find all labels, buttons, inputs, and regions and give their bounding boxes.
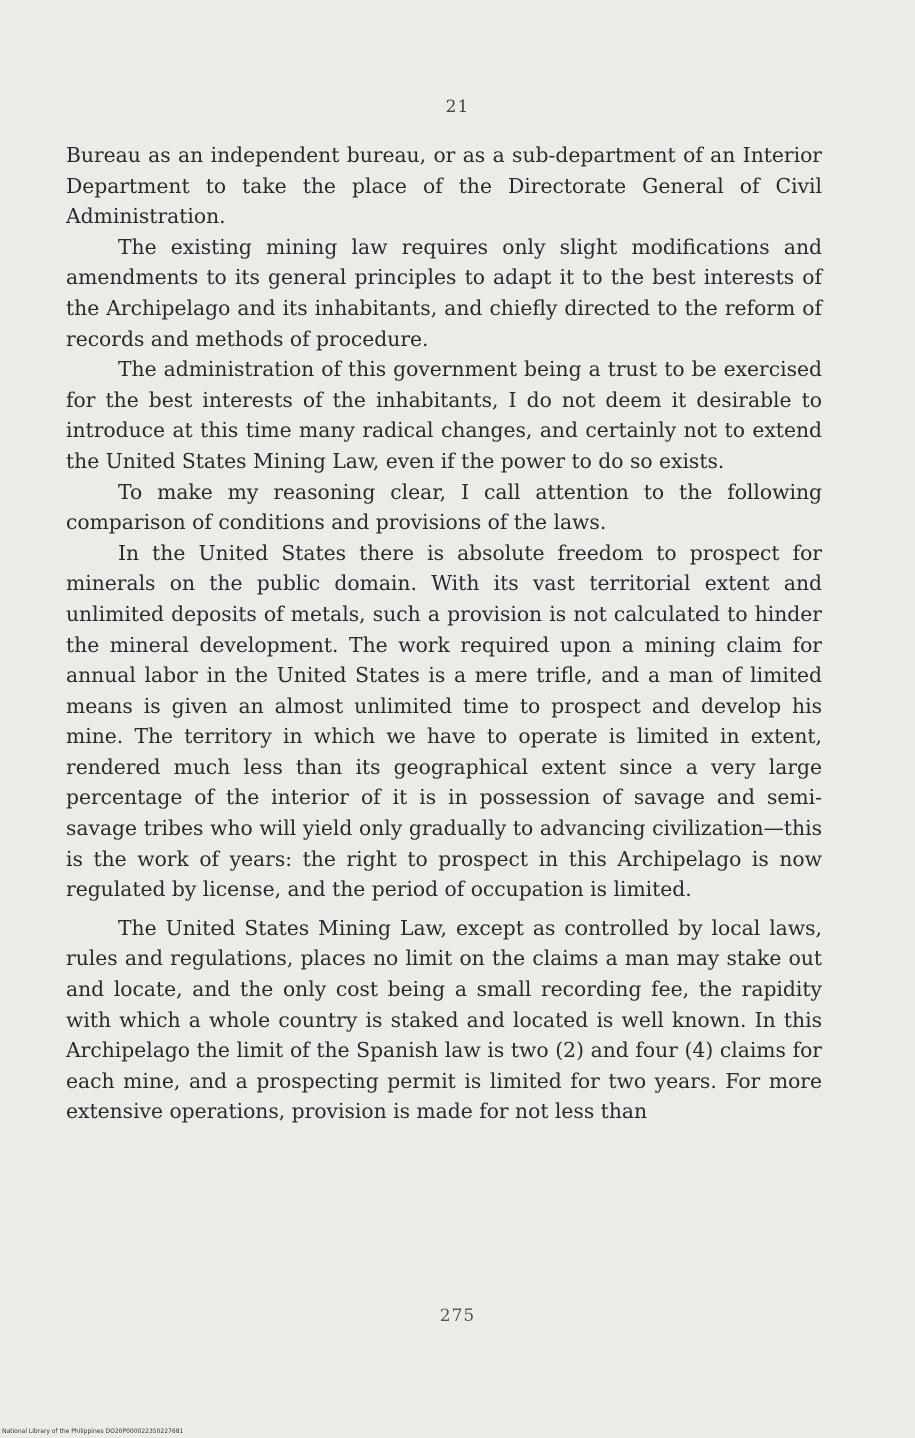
page-number-top: 21 (445, 97, 470, 117)
page-number-bottom: 275 (439, 1306, 476, 1326)
paragraph-mining-claims: The United States Mining Law, except as controlled by local laws, rules and regulations, places no limit on the claims a man may stake out and locate, and the only cost being a small recording fee, the rapidity with which a whole country is staked and located is well known. In this Archipelago the limit of the Spanish law is two (2) and four (4) claims for each mine, and a prospecting permit is limited for two years. For more extensive operations, provision is made for not less than (66, 915, 822, 1124)
paragraph-reasoning: To make my reasoning clear, I call attention to the following comparison of conditions and provisions of the laws. (66, 479, 822, 535)
footer-credit: National Library of the Philippines DO20P000022350227681 (2, 1428, 184, 1435)
paragraph-continuation: Bureau as an independent bureau, or as a sub-department of an Interior Department to take the place of the Directorate General of Civil Administration. (66, 143, 822, 229)
body-text (66, 140, 822, 1127)
paragraph-mining-law: The existing mining law requires only slight modifications and amendments to its general principles to adapt it to the best interests of the Archipelago and its inhabitants, and chiefly directed to the reform of records and methods of procedure. (66, 234, 822, 351)
paragraph-united-states-prospecting: In the United States there is absolute freedom to prospect for minerals on the public domain. With its vast territorial extent and unlimited deposits of metals, such a provision is not calculated to hinder the mineral development. The work required upon a mining claim for annual labor in the United States is a mere trifle, and a man of limited means is given an almost unlimited time to prospect and develop his mine. The territory in which we have to operate is limited in extent, rendered much less than its geographical extent since a very large percentage of the interior of it is in possession of savage and semi-savage tribes who will yield only gradually to advancing civilization—this is the work of years: the right to prospect in this Archipelago is now regulated by license, and the period of occupation is limited. (66, 540, 822, 902)
paragraph-administration: The administration of this government being a trust to be exercised for the best interests of the inhabitants, I do not deem it desirable to introduce at this time many radical changes, and certainly not to extend the United States Mining Law, even if the power to do so exists. (66, 357, 822, 473)
